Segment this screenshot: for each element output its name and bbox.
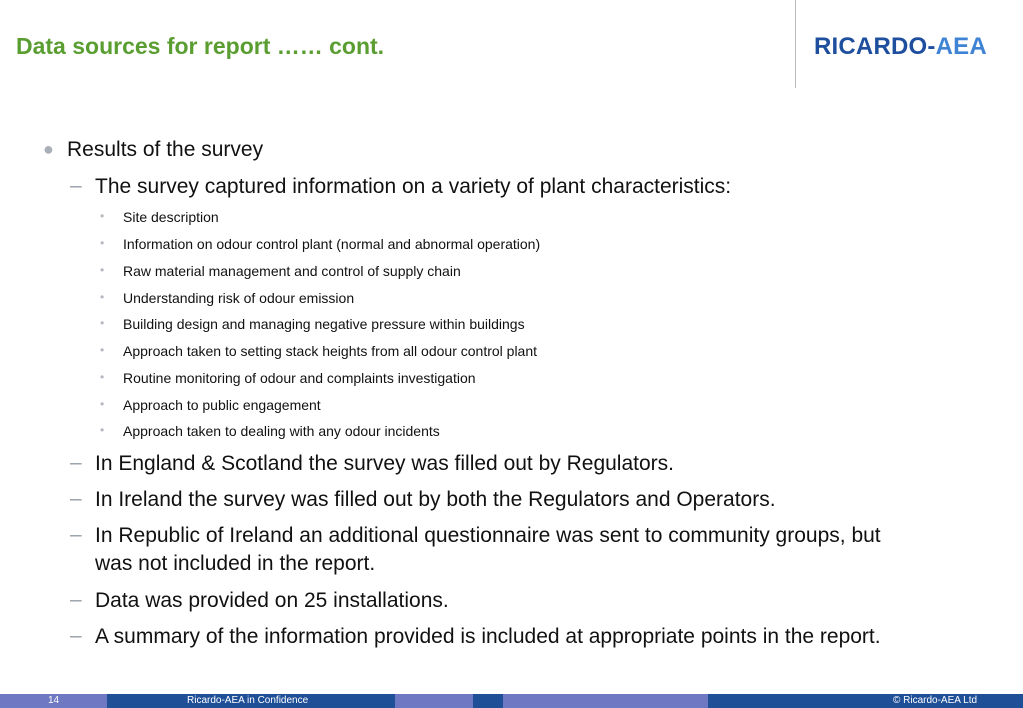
footer-segment <box>503 694 708 708</box>
bullet-dot-icon: ● <box>43 139 54 159</box>
logo-sub-text: AEA <box>935 33 987 60</box>
small-bullet-icon: • <box>100 316 105 330</box>
dash-icon: – <box>70 451 82 474</box>
page-number: 14 <box>48 695 60 706</box>
small-bullet-icon: • <box>100 290 105 304</box>
bullet-text: Results of the survey <box>67 138 264 161</box>
slide-title: Data sources for report …… cont. <box>16 33 385 59</box>
small-bullet-icon: • <box>100 263 105 277</box>
sub-bullet-text: The survey captured information on a variety of plant characteristics: <box>95 175 732 198</box>
small-bullet-icon: • <box>100 209 105 223</box>
ricardo-aea-logo <box>814 33 987 61</box>
dash-icon: – <box>70 487 82 510</box>
small-bullet-icon: • <box>100 370 105 384</box>
logo-main-text: RICARDO <box>814 33 928 60</box>
small-bullet-icon: • <box>100 423 105 437</box>
dash-icon: – <box>70 174 82 197</box>
dash-icon: – <box>70 523 82 546</box>
confidentiality-notice: Ricardo-AEA in Confidence <box>187 695 309 706</box>
dash-icon: – <box>70 588 82 611</box>
small-bullet-icon: • <box>100 236 105 250</box>
dash-icon: – <box>70 624 82 647</box>
footer-segment <box>395 694 473 708</box>
header-divider <box>795 0 796 88</box>
small-bullet-icon: • <box>100 397 105 411</box>
copyright-notice: © Ricardo-AEA Ltd <box>893 695 978 706</box>
footer-bar <box>0 694 1023 708</box>
logo-separator: - <box>927 33 936 60</box>
small-bullet-icon: • <box>100 343 105 357</box>
